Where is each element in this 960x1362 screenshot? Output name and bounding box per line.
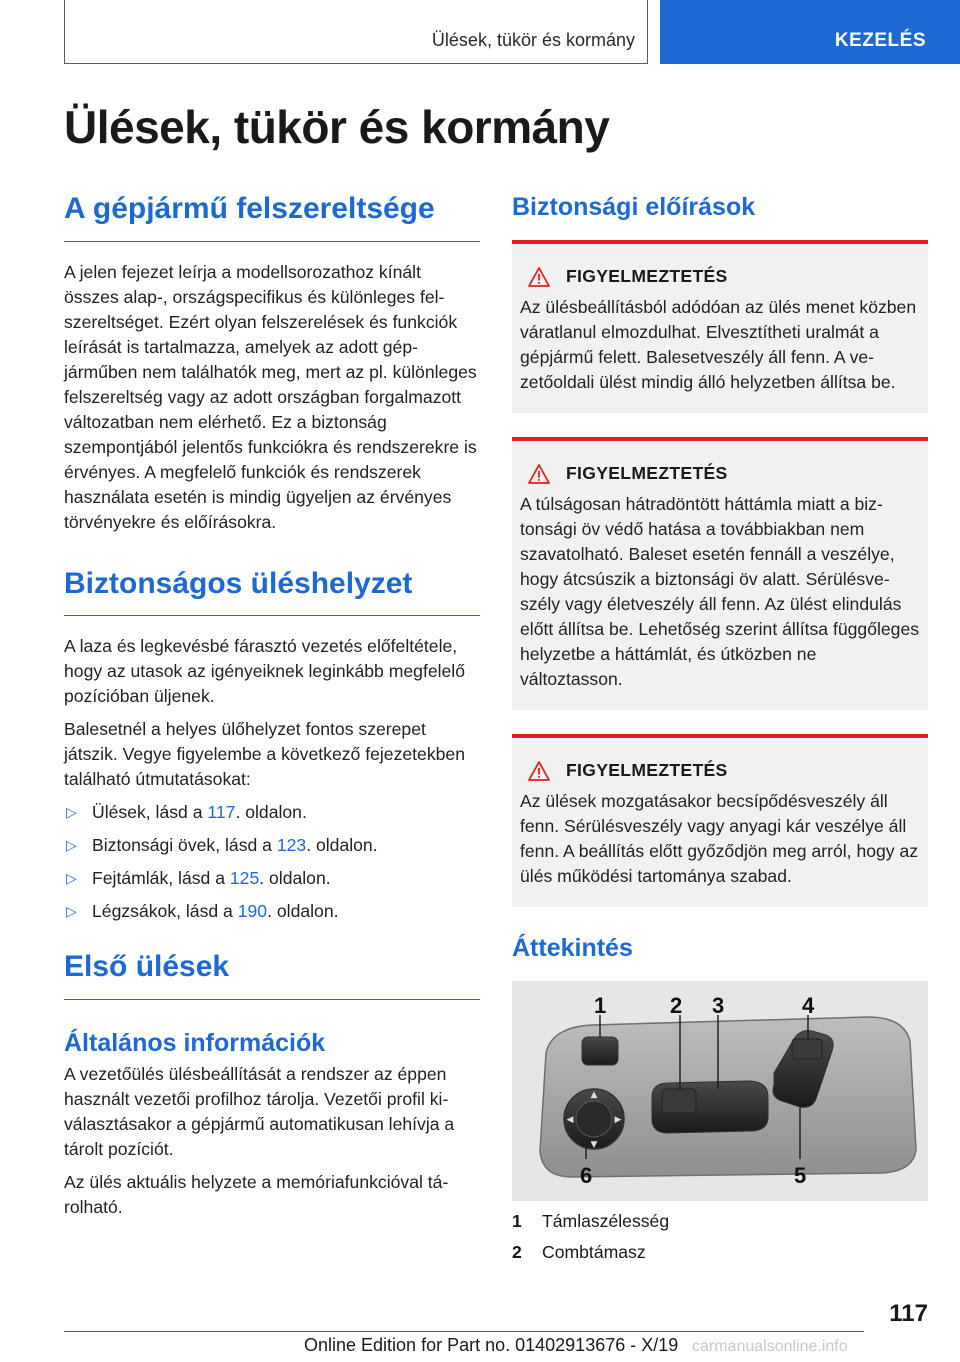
seating-paragraph-1: A laza és legkevésbé fárasztó vezetés előfeltétele, hogy az utasok az igényeiknek leginkább megfelelő pozícióban üljenek. bbox=[64, 636, 466, 706]
left-column bbox=[64, 190, 480, 1228]
section-tab-label: KEZELÉS bbox=[834, 30, 926, 51]
svg-text:▼: ▼ bbox=[590, 1140, 598, 1150]
svg-text:▶: ▶ bbox=[614, 1115, 622, 1125]
list-item: ▷ Biztonsági övek, lásd a 123. oldalon. bbox=[64, 833, 480, 858]
caption-number: 2 bbox=[512, 1242, 522, 1262]
heading-seating-position: Biztonságos üléshelyzet bbox=[64, 567, 480, 617]
section-equipment bbox=[64, 192, 480, 535]
figure-caption bbox=[512, 1240, 928, 1265]
figure-label: 3 bbox=[712, 993, 725, 1018]
front-seats-paragraph-1: A vezetőülés ülésbeállítását a rendszer az éppen használt vezetői profilhoz tárolja. Vezetői profil kiválasztásakor a gépjármű automatikusan lehívja a tárolt pozíciót. bbox=[64, 1063, 455, 1159]
bullet-triangle-icon: ▷ bbox=[66, 903, 77, 919]
page-link[interactable]: 190 bbox=[237, 901, 268, 921]
figure-label: 5 bbox=[794, 1163, 807, 1188]
page-link[interactable]: 117 bbox=[207, 802, 236, 822]
caption-text: Combtámasz bbox=[542, 1242, 646, 1262]
right-column bbox=[512, 190, 928, 1265]
subheading-general-info: Általános információk bbox=[64, 1028, 326, 1057]
page-link[interactable]: 125 bbox=[229, 868, 260, 888]
watermark: carmanualsonline.info bbox=[692, 1338, 848, 1355]
figure-label: 6 bbox=[580, 1163, 593, 1188]
reference-list bbox=[64, 800, 480, 924]
heading-equipment: A gépjármű felszereltsége bbox=[64, 192, 480, 242]
heading-front-seats: Első ülések bbox=[64, 950, 480, 1000]
warning-box bbox=[512, 734, 928, 907]
list-item: ▷ Ülések, lásd a 117. oldalon. bbox=[64, 800, 480, 825]
seat-controls-illustration bbox=[512, 981, 928, 1201]
figure-caption bbox=[512, 1209, 928, 1234]
warning-triangle-icon bbox=[528, 464, 550, 484]
figure-label: 4 bbox=[802, 993, 815, 1018]
front-seats-paragraph-2: Az ülés aktuális helyzete a memóriafunkcióval tárolható. bbox=[64, 1171, 449, 1217]
figure-label: 1 bbox=[594, 993, 607, 1018]
warning-triangle-icon bbox=[528, 761, 550, 781]
bullet-triangle-icon: ▷ bbox=[66, 837, 77, 853]
section-front-seats bbox=[64, 950, 480, 1220]
warning-text: Az ülések mozgatásakor becsípődésveszély áll fenn. Sérülésveszély vagy anyagi kár veszélye áll fenn. A beállítás előtt győződjön meg arról, hogy az ülés működési tartománya szabad. bbox=[520, 791, 919, 886]
page-number: 117 bbox=[889, 1300, 928, 1327]
svg-text:◀: ◀ bbox=[566, 1115, 574, 1125]
warning-label: FIGYELMEZTETÉS bbox=[566, 463, 728, 483]
warning-label: FIGYELMEZTETÉS bbox=[566, 266, 728, 286]
svg-text:▲: ▲ bbox=[590, 1090, 598, 1100]
heading-overview: Áttekintés bbox=[512, 934, 633, 962]
bullet-triangle-icon: ▷ bbox=[66, 870, 77, 886]
warning-box bbox=[512, 240, 928, 413]
caption-number: 1 bbox=[512, 1211, 522, 1231]
running-title: Ülések, tükör és kormány bbox=[431, 30, 635, 50]
warning-text: A túlságosan hátradöntött háttámla miatt a biztonsági öv védő hatása a továbbiakban nem szavatolható. Baleset esetén fennáll a veszélye, hogy átcsúszik a biztonsági öv alatt. Sérülésveszély vagy életveszély áll fenn. Az ülést elindulás előtt állítsa be. Lehetőség szerint állítsa függőleges helyzetbe a háttámlát, és útközben ne változtasson. bbox=[520, 494, 920, 689]
warning-triangle-icon bbox=[528, 267, 550, 287]
footer-divider bbox=[64, 1331, 864, 1332]
figure-label: 2 bbox=[670, 993, 683, 1018]
page-link[interactable]: 123 bbox=[276, 835, 307, 855]
list-item: ▷ Fejtámlák, lásd a 125. oldalon. bbox=[64, 866, 480, 891]
caption-text: Támlaszélesség bbox=[542, 1211, 670, 1231]
edition-text: Online Edition for Part no. 01402913676 - X/19 bbox=[304, 1335, 679, 1355]
warning-text: Az ülésbeállításból adódóan az ülés menet közben váratlanul elmozdulhat. Elvesztítheti uralmát a gépjármű felett. Balesetveszély áll fenn. A vezetőoldali ülést mindig álló helyzetben állítsa be. bbox=[520, 297, 917, 392]
seating-paragraph-2: Balesetnél a helyes ülőhelyzet fontos szerepet játszik. Vegye figyelembe a következő fejezetekben található útmutatásokat: bbox=[64, 719, 465, 789]
seat-controls-figure bbox=[512, 981, 928, 1201]
equipment-text: A jelen fejezet leírja a modellsorozathoz kínált összes alap-, országspecifikus és különleges felszereltséget. Ezért olyan felszerelések és funkciók leírását is tartalmazza, amelyek az adott gépjárműben nem találhatók meg, mert az pl. különleges felszereltség vagy az adott országban forgalmazott változatban nem elérhető. Ez a biztonság szempontjából jelentős funkciókra és rendszerekre is érvényes. A megfelelő funkciók és rendszerek használata esetén is mindig ügyeljen az érvényes törvényekre és előírásokra. bbox=[64, 261, 477, 532]
page-title: Ülések, tükör és kormány bbox=[64, 101, 610, 153]
section-seating-position bbox=[64, 567, 480, 925]
heading-safety-rules: Biztonsági előírások bbox=[512, 193, 756, 221]
header-running-title-box bbox=[64, 0, 648, 64]
list-item: ▷ Légzsákok, lásd a 190. oldalon. bbox=[64, 899, 480, 924]
bullet-triangle-icon: ▷ bbox=[66, 804, 77, 820]
warning-box bbox=[512, 437, 928, 710]
warning-label: FIGYELMEZTETÉS bbox=[566, 760, 728, 780]
section-tab[interactable] bbox=[660, 0, 960, 64]
